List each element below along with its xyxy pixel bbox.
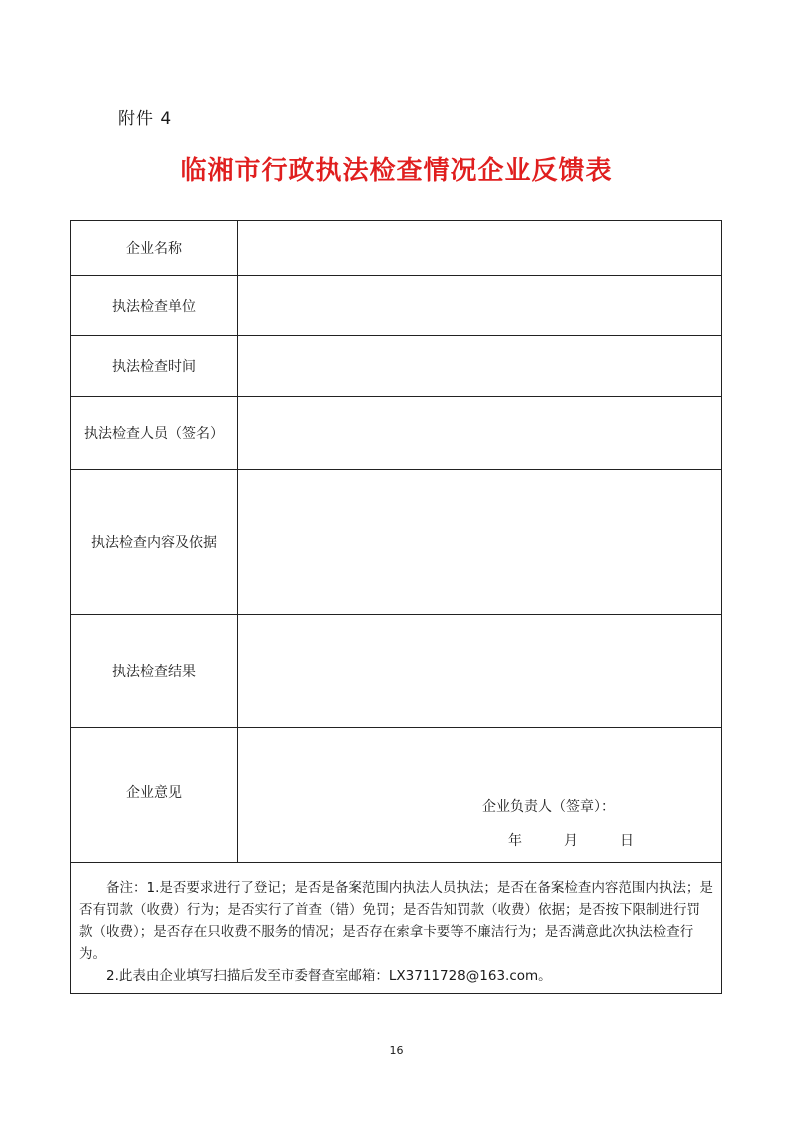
inspection-result-label: 执法检查结果	[71, 615, 238, 727]
inspection-content-label: 执法检查内容及依据	[71, 470, 238, 614]
form-row-inspection-time	[71, 336, 721, 397]
company-name-label: 企业名称	[71, 221, 238, 275]
inspectors-field[interactable]	[238, 397, 721, 469]
notes-line-1: 备注：1.是否要求进行了登记；是否是备案范围内执法人员执法；是否在备案检查内容范围内执法；是否有罚款（收费）行为；是否实行了首查（错）免罚；是否告知罚款（收费）依据；是否按下限制进行罚款（收费）；是否存在只收费不服务的情况；是否存在索拿卡要等不廉洁行为；是否满意此次执法检查行为。	[79, 880, 713, 962]
date-month: 月	[564, 833, 578, 849]
inspection-time-label: 执法检查时间	[71, 336, 238, 396]
form-row-notes	[71, 863, 721, 993]
form-row-inspectors	[71, 397, 721, 470]
inspectors-label: 执法检查人员（签名）	[71, 397, 238, 469]
form-row-inspection-result	[71, 615, 721, 728]
form-row-company-opinion	[71, 728, 721, 863]
form-row-inspection-unit	[71, 276, 721, 336]
page-number: 16	[389, 1044, 404, 1057]
attachment-label: 附件 4	[118, 109, 173, 129]
inspection-time-field[interactable]	[238, 336, 721, 396]
inspection-content-field[interactable]	[238, 470, 721, 614]
feedback-form-table	[70, 220, 722, 994]
company-opinion-field[interactable]	[238, 728, 721, 862]
inspection-unit-label: 执法检查单位	[71, 276, 238, 335]
form-row-company-name	[71, 221, 721, 276]
form-row-inspection-content	[71, 470, 721, 615]
notes-line-2: 2.此表由企业填写扫描后发至市委督查室邮箱：LX3711728@163.com。	[106, 968, 552, 984]
inspection-unit-field[interactable]	[238, 276, 721, 335]
date-day: 日	[620, 833, 634, 849]
page-title: 临湘市行政执法检查情况企业反馈表	[180, 156, 613, 186]
company-name-field[interactable]	[238, 221, 721, 275]
notes-block	[71, 863, 721, 993]
date-line	[508, 830, 634, 850]
signature-label: 企业负责人（签章）：	[482, 799, 615, 815]
date-year: 年	[508, 833, 522, 849]
inspection-result-field[interactable]	[238, 615, 721, 727]
company-opinion-label: 企业意见	[71, 728, 238, 862]
